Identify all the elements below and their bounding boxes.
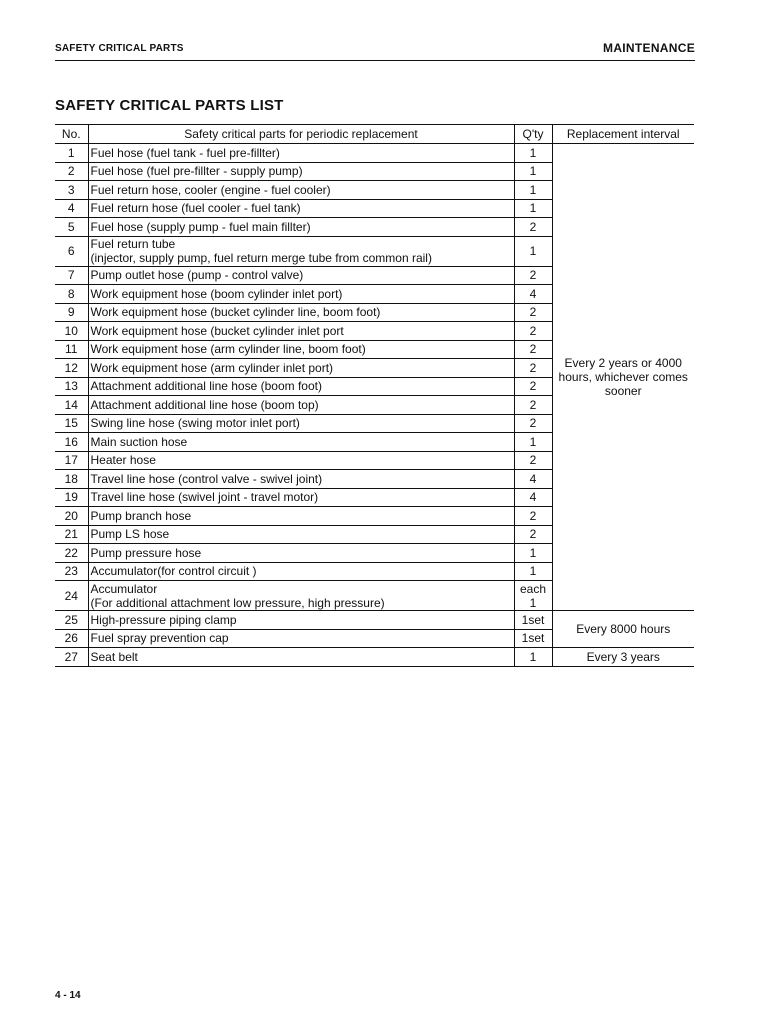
row-number: 27: [55, 648, 88, 667]
part-name-line: Pump outlet hose (pump - control valve): [90, 268, 304, 283]
part-quantity: [514, 359, 552, 378]
row-number: 18: [55, 470, 88, 489]
row-number: 25: [55, 611, 88, 630]
row-number: 24: [55, 581, 88, 611]
part-name: [88, 562, 514, 581]
quantity-value: 1: [529, 201, 537, 216]
part-name-line: Fuel return hose, cooler (engine - fuel cooler): [90, 182, 331, 197]
row-number: 1: [55, 144, 88, 163]
part-name-detail: (injector, supply pump, fuel return merge tube from common rail): [90, 251, 432, 265]
quantity-value: 2: [529, 342, 537, 357]
row-number: 23: [55, 562, 88, 581]
part-quantity: [514, 396, 552, 415]
part-name-line: Fuel spray prevention cap: [90, 631, 229, 646]
part-name: [88, 340, 514, 359]
row-number: 2: [55, 162, 88, 181]
part-name: [88, 451, 514, 470]
part-quantity: [514, 285, 552, 304]
safety-parts-table: [55, 124, 694, 667]
part-name: [88, 285, 514, 304]
part-name-line: Seat belt: [90, 649, 138, 664]
part-quantity: [514, 451, 552, 470]
row-number: 3: [55, 181, 88, 200]
quantity-value-detail: 1: [529, 595, 537, 610]
column-header-part: Safety critical parts for periodic replacement: [88, 125, 514, 144]
quantity-value: 1set: [521, 631, 545, 646]
part-name-line: Work equipment hose (boom cylinder inlet port): [90, 286, 343, 301]
replacement-interval: Every 8000 hours: [552, 611, 694, 648]
row-number: 26: [55, 629, 88, 648]
column-header-qty: Q'ty: [514, 125, 552, 144]
row-number: 14: [55, 396, 88, 415]
part-name-line: Pump LS hose: [90, 527, 170, 542]
quantity-value: 1: [529, 244, 537, 258]
row-number: 15: [55, 414, 88, 433]
part-name-line: Travel line hose (control valve - swivel joint): [90, 471, 323, 486]
row-number: 20: [55, 507, 88, 526]
part-name-detail: (For additional attachment low pressure, high pressure): [90, 595, 385, 610]
row-number: 9: [55, 303, 88, 322]
part-quantity: [514, 488, 552, 507]
part-name: [88, 507, 514, 526]
table-row: [55, 144, 694, 163]
row-number: 19: [55, 488, 88, 507]
header-chapter-label: MAINTENANCE: [603, 41, 695, 55]
part-name-line: Work equipment hose (bucket cylinder inlet port: [90, 323, 344, 338]
part-name-line: Work equipment hose (arm cylinder line, boom foot): [90, 342, 366, 357]
quantity-value: 4: [529, 490, 537, 505]
quantity-value: 2: [529, 268, 537, 283]
part-name: [88, 544, 514, 563]
part-quantity: [514, 562, 552, 581]
part-name: [88, 199, 514, 218]
quantity-value: 1: [529, 649, 537, 664]
part-name: [88, 181, 514, 200]
part-name: [88, 377, 514, 396]
row-number: 11: [55, 340, 88, 359]
row-number: 6: [55, 236, 88, 266]
part-name-line: Accumulator: [90, 581, 158, 596]
part-name-line: Fuel hose (supply pump - fuel main fillter): [90, 219, 311, 234]
part-name: [88, 629, 514, 648]
part-name: [88, 581, 514, 611]
part-name: [88, 470, 514, 489]
row-number: 8: [55, 285, 88, 304]
part-name-line: Main suction hose: [90, 434, 188, 449]
row-number: 21: [55, 525, 88, 544]
row-number: 10: [55, 322, 88, 341]
part-name-line: Travel line hose (swivel joint - travel motor): [90, 490, 319, 505]
quantity-value: 1: [529, 564, 537, 579]
replacement-interval: Every 3 years: [552, 648, 694, 667]
quantity-value: 2: [529, 219, 537, 234]
quantity-value: 2: [529, 416, 537, 431]
part-quantity: [514, 340, 552, 359]
part-name-line: Accumulator(for control circuit ): [90, 564, 257, 579]
quantity-value: 1: [529, 434, 537, 449]
part-name: [88, 144, 514, 163]
part-quantity: [514, 433, 552, 452]
quantity-value: 1: [529, 164, 537, 179]
quantity-value: 2: [529, 305, 537, 320]
quantity-value: 2: [529, 508, 537, 523]
part-name: [88, 525, 514, 544]
part-name-line: Work equipment hose (bucket cylinder line, boom foot): [90, 305, 381, 320]
row-number: 16: [55, 433, 88, 452]
part-quantity: [514, 525, 552, 544]
row-number: 12: [55, 359, 88, 378]
quantity-value: 1: [529, 145, 537, 160]
part-quantity: [514, 236, 552, 266]
part-name: [88, 266, 514, 285]
part-name-line: Fuel return hose (fuel cooler - fuel tank): [90, 201, 301, 216]
part-quantity: [514, 162, 552, 181]
row-number: 17: [55, 451, 88, 470]
part-name-line: Attachment additional line hose (boom top): [90, 397, 319, 412]
quantity-value: 1: [529, 545, 537, 560]
quantity-value: 2: [529, 527, 537, 542]
row-number: 5: [55, 218, 88, 237]
part-name: [88, 236, 514, 266]
quantity-value: 2: [529, 323, 537, 338]
quantity-value: 2: [529, 360, 537, 375]
row-number: 4: [55, 199, 88, 218]
part-quantity: [514, 611, 552, 630]
part-quantity: [514, 377, 552, 396]
part-quantity: [514, 181, 552, 200]
part-name-line: Attachment additional line hose (boom foot): [90, 379, 322, 394]
column-header-interval: Replacement interval: [552, 125, 694, 144]
quantity-value: 4: [529, 286, 537, 301]
quantity-value: 2: [529, 453, 537, 468]
quantity-value: 1set: [521, 612, 545, 627]
part-name: [88, 611, 514, 630]
row-number: 7: [55, 266, 88, 285]
part-name-line: Swing line hose (swing motor inlet port): [90, 416, 300, 431]
part-name: [88, 218, 514, 237]
part-name: [88, 359, 514, 378]
part-quantity: [514, 544, 552, 563]
quantity-value: each: [519, 581, 547, 596]
part-quantity: [514, 648, 552, 667]
part-quantity: [514, 322, 552, 341]
part-quantity: [514, 629, 552, 648]
part-name-line: Fuel hose (fuel tank - fuel pre-fillter): [90, 145, 280, 160]
part-name: [88, 433, 514, 452]
part-quantity: [514, 218, 552, 237]
part-name-line: High-pressure piping clamp: [90, 612, 237, 627]
quantity-value: 4: [529, 471, 537, 486]
table-body: [55, 144, 694, 667]
part-name-line: Work equipment hose (arm cylinder inlet port): [90, 360, 334, 375]
part-name: [88, 414, 514, 433]
page-header: [55, 38, 695, 61]
table-row: [55, 648, 694, 667]
part-quantity: [514, 507, 552, 526]
table-row: [55, 611, 694, 630]
table-header-row: [55, 125, 694, 144]
part-quantity: [514, 414, 552, 433]
part-quantity: [514, 144, 552, 163]
page-number: 4 - 14: [55, 990, 81, 1001]
part-name: [88, 396, 514, 415]
part-quantity: [514, 266, 552, 285]
part-name: [88, 162, 514, 181]
part-name-line: Pump branch hose: [90, 508, 192, 523]
part-quantity: [514, 581, 552, 611]
section-title: SAFETY CRITICAL PARTS LIST: [55, 97, 284, 114]
quantity-value: 2: [529, 379, 537, 394]
part-name: [88, 303, 514, 322]
part-name-line: Fuel hose (fuel pre-fillter - supply pump): [90, 164, 303, 179]
part-name: [88, 488, 514, 507]
quantity-value: 1: [529, 182, 537, 197]
column-header-no: No.: [55, 125, 88, 144]
quantity-value: 2: [529, 397, 537, 412]
row-number: 22: [55, 544, 88, 563]
replacement-interval: Every 2 years or 4000 hours, whichever comes sooner: [552, 144, 694, 611]
part-name-line: Pump pressure hose: [90, 545, 202, 560]
part-name-line: Fuel return tube: [90, 237, 176, 251]
part-quantity: [514, 199, 552, 218]
header-section-label: SAFETY CRITICAL PARTS: [55, 43, 184, 54]
part-name: [88, 322, 514, 341]
part-quantity: [514, 303, 552, 322]
part-quantity: [514, 470, 552, 489]
part-name-line: Heater hose: [90, 453, 156, 468]
row-number: 13: [55, 377, 88, 396]
part-name: [88, 648, 514, 667]
